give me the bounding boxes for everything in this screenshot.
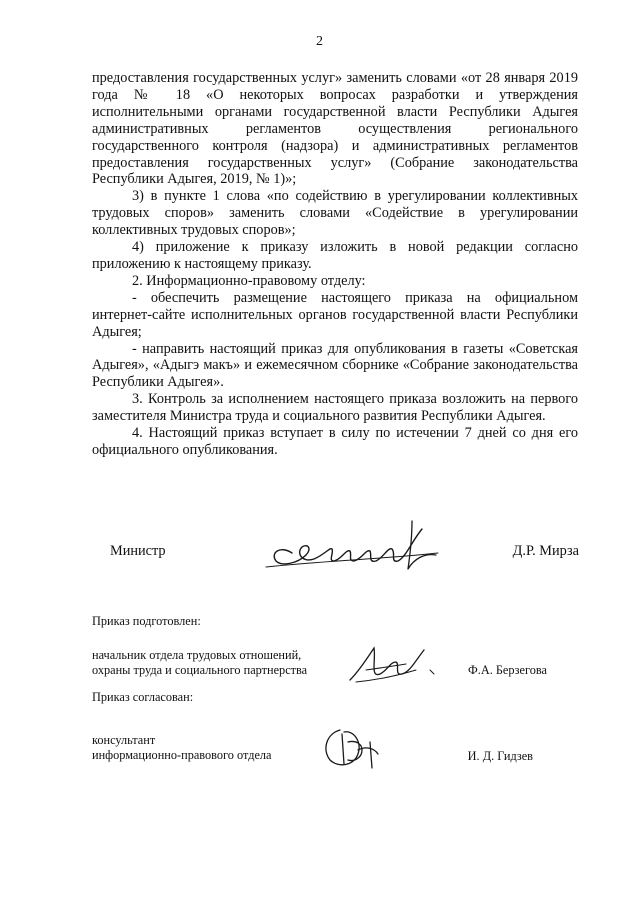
minister-name: Д.Р. Мирза (512, 543, 579, 559)
paragraph-item-3: 3) в пункте 1 слова «по содействию в урегулировании коллективных трудовых споров» заменить словами «Содействие в урегулировании коллективных трудовых споров»; (92, 188, 578, 239)
paragraph-section-4: 4. Настоящий приказ вступает в силу по истечении 7 дней со дня его официального опубликования. (92, 425, 578, 458)
prepared-by-position (92, 648, 352, 678)
order-body-text (92, 70, 578, 459)
prepared-by-name: Ф.А. Берзегова (468, 663, 547, 677)
agreed-by-name: И. Д. Гидзев (467, 749, 533, 763)
agreed-by-position-line2: информационно-правового отдела (92, 748, 272, 762)
paragraph-continuation: предоставления государственных услуг» заменить словами «от 28 января 2019 года № 18 «О некоторых вопросах разработки и утверждения исполнительными органами государственной власти Республики Адыгея административных регламентов осуществления регионального государственного контроля (надзора) и административных регламентов предоставления государственных услуг» (Собрание законодательства Республики Адыгея, 2019, № 1)»; (92, 70, 578, 188)
paragraph-section-3: 3. Контроль за исполнением настоящего приказа возложить на первого заместителя Министра труда и социального развития Республики Адыгея. (92, 391, 578, 425)
agreed-by-handwritten-signature (318, 720, 384, 772)
minister-handwritten-signature (262, 509, 452, 581)
minister-signature-block (0, 505, 639, 585)
paragraph-section-2: 2. Информационно-правовому отделу: (132, 272, 366, 289)
prepared-by-handwritten-signature (340, 640, 440, 696)
prepared-by-label: Приказ подготовлен: (92, 614, 201, 628)
agreed-by-label: Приказ согласован: (92, 690, 194, 704)
paragraph-publish-website: - обеспечить размещение настоящего приказа на официальном интернет-сайте исполнительных органов государственной власти Республики Адыгея; (92, 289, 578, 340)
paragraph-publish-newspapers: - направить настоящий приказ для опубликования в газеты «Советская Адыгея», «Адыгэ макъ» и ежемесячном сборнике «Собрание законодательства Республики Адыгея». (92, 340, 578, 391)
agreed-by-position (92, 733, 352, 763)
prepared-by-position-line1: начальник отдела трудовых отношений, (92, 648, 302, 662)
paragraph-item-4: 4) приложение к приказу изложить в новой редакции согласно приложению к настоящему приказу. (92, 239, 578, 272)
agreed-by-position-line1: консультант (92, 733, 156, 747)
minister-title: Министр (110, 543, 166, 559)
page-number: 2 (316, 34, 323, 49)
prepared-by-position-line2: охраны труда и социального партнерства (92, 663, 308, 677)
